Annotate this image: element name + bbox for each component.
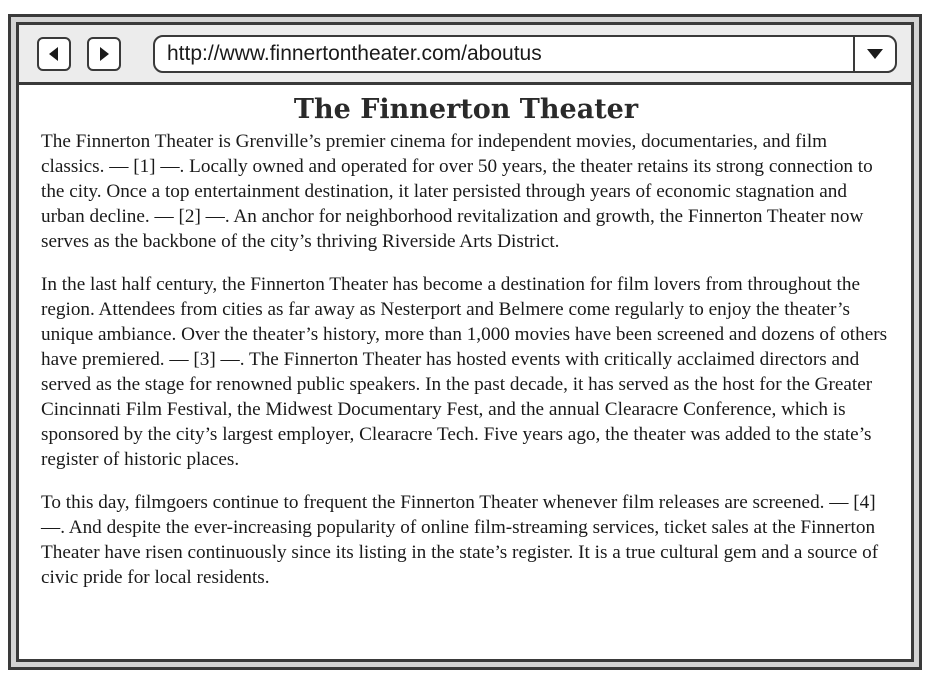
url-dropdown-button[interactable] [853,37,895,71]
url-input[interactable] [155,37,853,71]
page-title: The Finnerton Theater [293,94,639,125]
paragraph-3: To this day, filmgoers continue to frequent the Finnerton Theater whenever film releases are screened. — [4] —. And despite the ever-increasing popularity of online film-streaming services, ticket sales at the Finnerton Theater have risen continuously since its listing in the state’s register. It is a true cultural gem and a source of civic pride for local residents. [41,492,879,588]
paragraph-1: The Finnerton Theater is Grenville’s premier cinema for independent movies, documentaries, and film classics. — [1] —. Locally owned and operated for over 50 years, the theater retains its strong connection to the city. Once a top entertainment destination, it later persisted through years of economic stagnation and urban decline. — [2] —. An anchor for neighborhood revitalization and growth, the Finnerton Theater now serves as the backbone of the city’s thriving Riverside Arts District. [41,131,873,252]
paragraph-2: In the last half century, the Finnerton Theater has become a destination for film lovers from throughout the region. Attendees from cities as far away as Nesterport and Belmere come regularly to enjoy the theater’s unique ambiance. Over the theater’s history, more than 1,000 movies have been screened and dozens of others have premiered. — [3] —. The Finnerton Theater has hosted events with critically acclaimed directors and served as the stage for renowned public speakers. In the past decade, it has served as the host for the Greater Cincinnati Film Festival, the Midwest Documentary Fest, and the annual Clearacre Conference, which is sponsored by the city’s largest employer, Clearacre Tech. Five years ago, the theater was added to the state’s register of historic places. [41,274,888,470]
page-content [19,85,911,608]
browser-toolbar [19,25,911,85]
forward-button[interactable] [87,37,121,71]
triangle-down-icon [866,48,884,60]
browser-window-frame [8,14,922,670]
chevron-right-icon [97,46,111,62]
browser-window [16,22,914,662]
back-button[interactable] [37,37,71,71]
chevron-left-icon [47,46,61,62]
address-bar [153,35,897,73]
